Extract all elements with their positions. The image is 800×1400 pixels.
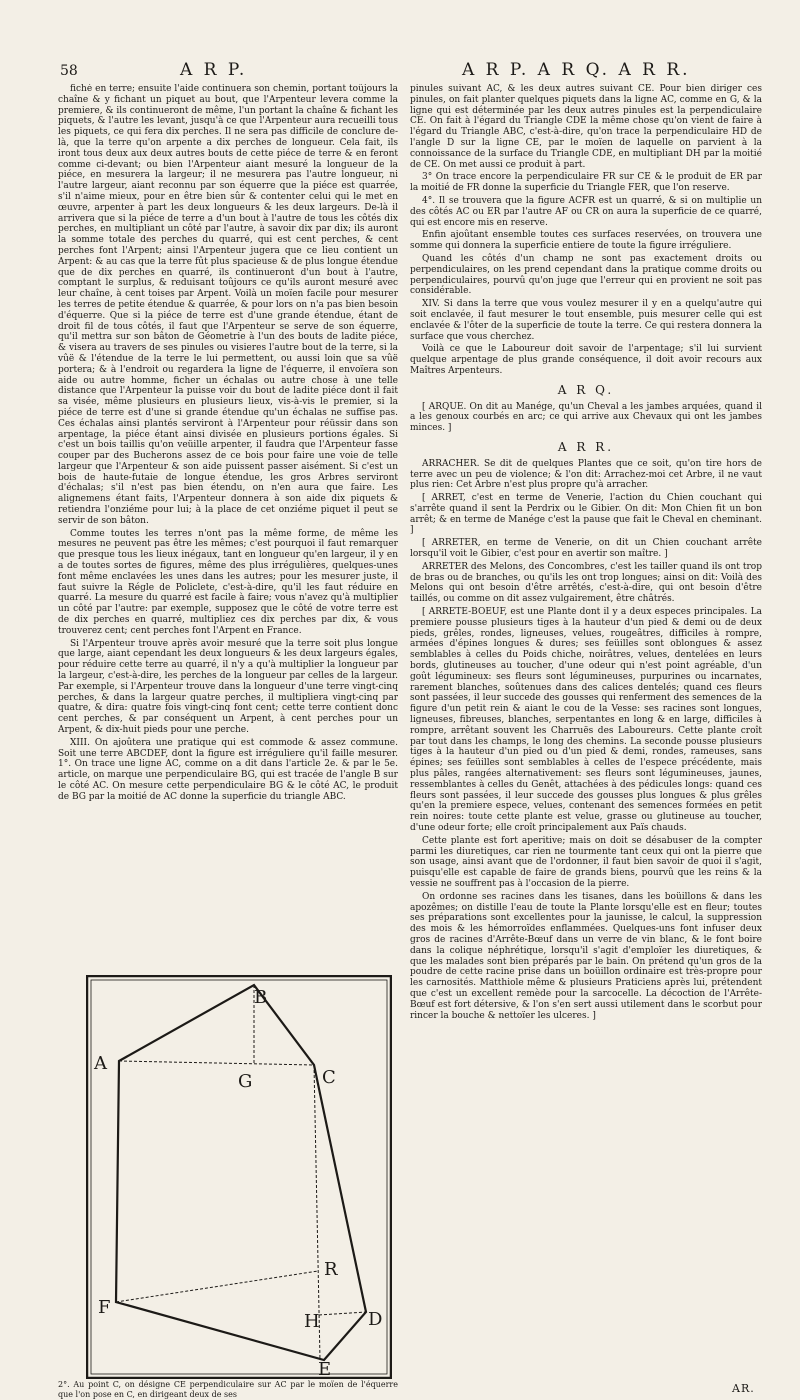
label-r: R xyxy=(324,1259,338,1280)
label-c: C xyxy=(322,1067,336,1088)
page-number: 58 xyxy=(60,63,78,79)
paragraph: Si l'Arpenteur trouve après avoir mesuré que la terre soit plus longue que large, aiant cependant les deux longueurs & les deux largeurs égales, pour réduire cette terre au quarré, il n'y a qu'à multiplier la longueur par la largeur, c'est-à-dire, les perches de la longueur par celles de la largeur. Par exemple, si l'Arpenteur trouve dans la longueur d'une terre vingt-cinq perches, & dans la largeur quatre perches, il multipliera vingt-cinq par quatre, & dira: quatre fois vingt-cinq font cent; cette terre contient donc cent perches, & par conséquent un Arpent, à cent perches pour un Arpent, & dix-huit pieds pour une perche. xyxy=(58,638,398,736)
geometry-figure xyxy=(86,975,392,1379)
paragraph: pinules suivant AC, & les deux autres suivant CE. Pour bien diriger ces pinules, on fait planter quelques piquets dans la ligne AC, comme en G, & la ligne qui est déterminée par les deux autres pinules est la perpendiculaire CE. On fait à l'égard du Triangle CDE la même chose qu'on vient de faire à l'égard du Triangle ABC, c'est-à-dire, qu'on trace la perpendiculaire HD de l'angle D sur la ligne CE, par le moïen de laquelle on parvient à la connoissance de la surface du Triangle CDE, en multipliant DH par la moitié de CE. On met aussi ce produit à part. xyxy=(410,84,762,170)
label-g: G xyxy=(238,1071,253,1092)
label-e: E xyxy=(318,1359,332,1379)
entry-arreter-venerie: [ ARRETER, en terme de Venerie, on dit un Chien couchant arrête lorsqu'il voit le Gibier, c'est pour en avertir son maître. ] xyxy=(410,538,762,560)
left-running-head: A R P. xyxy=(180,60,248,80)
paragraph: XIII. On ajoûtera une pratique qui est commode & assez commune. Soit une terre ABCDEF, dont la figure est irréguliere qu'il faille mesurer. 1°. On trace une ligne AC, comme on a dit dans l'article 2e. & par le 5e. article, on marque une perpendiculaire BG, qui est tracée de l'angle B sur le côté AC. On mesure cette perpendiculaire BG & le côté AC, le produit de BG par la moitié de AC donne la superficie du triangle ABC. xyxy=(58,737,398,802)
label-h: H xyxy=(304,1311,320,1332)
paragraph: On ordonne ses racines dans les tisanes, dans les boüillons & dans les apozêmes; on distille l'eau de toute la Plante lorsqu'elle est en fleur; toutes ses préparations sont excellentes pour la jaunisse, le calcul, la suppression des mois & les hémorroïdes enflammées. Quelques-uns font infuser deux gros de racines d'Arrête-Bœuf dans un verre de vin blanc, & le font boire dans la colique néphrétique, lorsqu'il s'agit d'emploïer les diuretiques, & que les malades sont bien préparés par le bain. On prétend qu'un gros de la poudre de cette racine prise dans un boüillon ordinaire est très-propre pour les carnosités. Matthiole même & plusieurs Praticiens après lui, prétendent que c'est un excellent remède pour la sarcocelle. La décoction de l'Arrête-Bœuf est fort détersive, & l'on s'en sert aussi utilement dans le scorbut pour rincer la bouche & nettoïer les ulceres. ] xyxy=(410,891,762,1021)
paragraph: fiché en terre; ensuite l'aide continuera son chemin, portant toûjours la chaîne & y fichant un piquet au bout, que l'Arpenteur levera comme la premiere, & ils continueront de même, l'un portant la chaîne & fichant les piquets, & l'autre les levant, jusqu'à ce que l'Arpenteur aura recueilli tous les piquets, ce qui fera dix perches. Il ne sera pas difficile de conclure de-là, que la terre qu'on arpente a dix perches de longueur. Cela fait, ils iront tous deux aux deux autres bouts de cette piéce de terre & en feront comme ci-devant; ou bien l'Arpenteur aiant mesuré la longueur de la piéce, en mesurera la largeur; il ne mesurera pas l'autre longueur, ni l'autre largeur, aiant reconnu par son équerre que la piéce est quarrée, s'il n'aime mieux, pour en être bien sûr & contenter celui qui le met en œuvre, arpenter à part les deux longueurs & les deux largeurs. De-là il arrivera que si la piéce de terre a d'un bout à l'autre de tous les côtés dix perches, en multipliant un côté par l'autre, à savoir dix par dix; ils auront la somme totale des perches du quarré, qui est cent perches, & cent perches font l'Arpent; ainsi l'Arpenteur jugera que ce lieu contient un Arpent: & au cas que la terre fût plus spacieuse & de plus longue étendue que de dix perches en quarré, ils continueront d'un bout à l'autre, comptant le surplus, & reduisant toûjours ce qu'ils auront mesuré avec leur chaîne, à cent toises par Arpent. Voilà un moïen facile pour mesurer les terres de petite étendue & quarrée, & pour lors on n'a pas bien besoin d'équerre. Que si la piéce de terre est d'une grande étendue, étant de droit fil de tous côtés, il faut que l'Arpenteur se serve de son équerre, qu'il mettra sur son bâton de Géometrie à l'un des bouts de ladite piéce, & visera au travers de ses pinules ou visieres l'autre bout de la terre, si la vûë & l'étendue de la terre le lui permettent, ou aussi loin que sa vûë portera; & à l'endroit ou regardera la ligne de l'équerre, il envoïera son aide ou autre homme, ficher un échalas ou autre chose à une telle distance que l'Arpenteur la puisse voir du bout de ladite piéce dont il fait sa visée, même plusieurs en plusieurs lieux, vis-à-vis le premier, si la piéce de terre est d'une si grande étendue qu'un échalas ne suffise pas. Ces échalas ainsi plantés serviront à l'Arpenteur pour réüssir dans son arpentage, la piéce étant ainsi divisée en plusieurs portions égales. Si c'est un bois taillis qu'on veüille arpenter, il faudra que l'Arpenteur fasse couper par des Bucherons assez de ce bois pour faire une voie de telle largeur que l'Arpenteur & son aide puissent passer aisément. Si c'est un bois de haute-futaie de longue étendue, les gros Arbres serviront d'échalas; s'il n'est pas bien étendu, on n'en aura que faire. Les alignemens étant faits, l'Arpenteur donnera à son aide dix piquets & retiendra l'onziéme pour lui; à la place de cet onziéme piquet il peut se servir de son bâton. xyxy=(58,84,398,526)
right-column xyxy=(410,84,762,1174)
paragraph: Cette plante est fort aperitive; mais on doit se désabuser de la compter parmi les diuretiques, car rien ne tourmente tant ceux qui ont la pierre que son usage, ainsi avant que de l'ordonner, il faut bien savoir de quoi il s'agit, puisqu'elle est capable de faire de grands biens, pourvû que les reins & la vessie ne souffrent pas à l'occasion de la pierre. xyxy=(410,835,762,889)
paragraph: 3° On trace encore la perpendiculaire FR sur CE & le produit de ER par la moitié de FR donne la superficie du Triangle FER, que l'on reserve. xyxy=(410,172,762,194)
paragraph: XIV. Si dans la terre que vous voulez mesurer il y en a quelqu'autre qui soit enclavée, il faut mesurer le tout ensemble, puis mesurer celle qui est enclavée & l'ôter de la superficie de toute la terre. Ce qui restera donnera la surface que vous cherchez. xyxy=(410,299,762,342)
paragraph: Quand les côtés d'un champ ne sont pas exactement droits ou perpendiculaires, on les prend cependant dans la pratique comme droits ou perpendiculaires, pourvû qu'on juge que l'erreur qui en provient ne soit pas considérable. xyxy=(410,253,762,297)
entry-arque: [ ARQUE. On dit au Manége, qu'un Cheval a les jambes arquées, quand il a les genoux courbés en arc; ce qui arrive aux Chevaux qui ont les jambes minces. ] xyxy=(410,401,762,434)
section-heading-arr: A R R. xyxy=(557,439,615,454)
section-heading-arq: A R Q. xyxy=(557,382,615,397)
figure-inner-frame xyxy=(91,980,387,1374)
left-column xyxy=(58,84,398,974)
irregular-field-diagram xyxy=(86,975,392,1379)
paragraph: 4°. Il se trouvera que la figure ACFR est un quarré, & si on multiplie un des côtés AC ou ER par l'autre AF ou CR on aura la superficie de ce quarré, qui est encore mis en reserve. xyxy=(410,195,762,228)
label-b: B xyxy=(254,987,268,1008)
entry-arrete-boeuf: [ ARRETE-BOEUF, est une Plante dont il y a deux especes principales. La premiere pousse plusieurs tiges à la hauteur d'un pied & demi ou de deux pieds, grêles, rondes, ligneuses, velues, rougeâtres, difficiles à rompre, armées d'épines longues & dures; ses feüilles sont oblongues & assez semblables à celles du Poids chiche, noirâtres, velues, dentelées en leurs bords, glutineuses au toucher, d'une odeur qui n'est point agréable, d'un goût légumineux: ses fleurs sont légumineuses, purpurines ou incarnates, rarement blanches, soûtenues dans des calices dentelés; quand ces fleurs sont passées, il leur succede des gousses qui renferment des semences de la figure d'un petit rein & aiant le cou de la Vesse: ses racines sont longues, ligneuses, fibreuses, blanches, serpentantes en long & en large, difficiles à rompre, arrêtant souvent les Charruës des Laboureurs. Cette plante croît par tout dans les champs, le long des chemins. La seconde pousse plusieurs tiges à la hauteur d'un pied ou d'un pied & demi, rondes, rameuses, sans épines; ses feüilles sont semblables à celles de l'espece précédente, mais plus pâles, rangées alternativement: ses fleurs sont légumineuses, jaunes, ressemblantes à celles du Genêt, attachées à des pédicules longs: quand ces fleurs sont passées, il leur succede des gousses plus longues & plus grêles qu'en la premiere espece, velues, contenant des semences formées en petit rein noires: toute cette plante est velue, grasse ou glutineuse au toucher, d'une odeur forte; elle croît principalement aux Païs chauds. xyxy=(410,607,762,833)
label-a: A xyxy=(94,1053,107,1074)
line-hd xyxy=(319,1312,366,1315)
line-ac xyxy=(119,1061,314,1065)
figure-frame xyxy=(87,976,391,1378)
line-fr xyxy=(116,1271,318,1302)
catchword: AR. xyxy=(732,1382,755,1395)
label-f: F xyxy=(98,1297,111,1318)
entry-arracher: ARRACHER. Se dit de quelques Plantes que ce soit, qu'on tire hors de terre avec un peu de violence; & l'on dit: Arrachez-moi cet Arbre, il ne vaut plus rien: Cet Arbre n'est plus propre qu'à arracher. xyxy=(410,458,762,491)
entry-arret: [ ARRET, c'est en terme de Venerie, l'action du Chien couchant qui s'arrête quand il sent la Perdrix ou le Gibier. On dit: Mon Chien fit un bon arrêt; & en terme de Manége c'est la pause que fait le Cheval en cheminant. ] xyxy=(410,493,762,536)
paragraph: Voilà ce que le Laboureur doit savoir de l'arpentage; s'il lui survient quelque arpentage de plus grande conséquence, il doit avoir recours aux Maîtres Arpenteurs. xyxy=(410,344,762,376)
paragraph: Comme toutes les terres n'ont pas la même forme, de même les mesures ne peuvent pas être les mêmes; c'est pourquoi il faut remarquer que presque tous les lieux inégaux, tant en longueur qu'en largeur, il y en a de toutes sortes de figures, même des plus irrégulières, quelques-unes font même enclavées les unes dans les autres; pour les mesurer juste, il faut suivre la Régle de Policlete, c'est-à-dire, qu'il les faut réduire en quarré. La mesure du quarré est facile à faire; vous n'avez qu'à multiplier un côté par l'autre: par exemple, supposez que le côté de votre terre est de dix perches en quarré, multipliez ces dix perches par dix, & vous trouverez cent; cent perches font l'Arpent en France. xyxy=(58,528,398,636)
right-running-head: A R P. A R Q. A R R. xyxy=(462,60,691,80)
field-outline xyxy=(116,985,366,1360)
label-d: D xyxy=(368,1309,383,1330)
figure-caption: 2°. Au point C, on désigne CE perpendiculaire sur AC par le moïen de l'équerre que l'on pose en C, en dirigeant deux de ses xyxy=(58,1380,398,1399)
paragraph: Enfin ajoûtant ensemble toutes ces surfaces reservées, on trouvera une somme qui donnera la superficie entiere de toute la figure irréguliere. xyxy=(410,230,762,252)
entry-arreter-melons: ARRETER des Melons, des Concombres, c'est les tailler quand ils ont trop de bras ou de branches, ou qu'ils les ont trop longues; ainsi on dit: Voilà des Melons qui ont besoin d'être arrêtés, c'est-à-dire, qui ont besoin d'être taillés, ou comme on dit assez vulgairement, être châtrés. xyxy=(410,561,762,605)
